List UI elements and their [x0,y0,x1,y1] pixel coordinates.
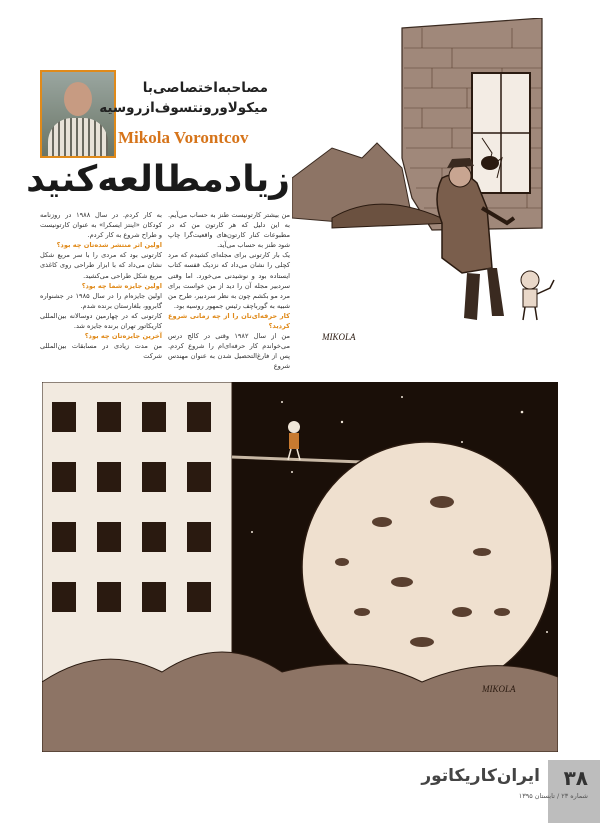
page-title: زیادمطالعه‌کنید [26,159,290,200]
signature-1: MIKOLA [322,332,356,342]
question-heading: کار حرفه‌ای‌تان را از چه زمانی شروع کردید؟ [168,311,290,331]
paragraph: من مدت زیادی در مسابقات بین‌المللی شرکت [40,342,162,361]
intro-heading [99,78,268,118]
question-heading: آخرین جایزه‌تان چه بود؟ [84,332,162,341]
paragraph: اولین جایزه‌ام را در سال ۱۹۸۵ در جشنواره گابروو، بلغارستان برنده شدم. [40,291,163,310]
magazine-logo: ایران‌کاریکاتور [421,766,540,786]
intro-line-2: میکولاورونتسوف‌ازروسیه [99,100,268,116]
paragraph: کارتونی که در چهارمین دوسالانه بین‌المللی کاریکاتور تهران برنده جایزه شد. [40,311,162,331]
author-head [64,82,92,116]
article-column-right [168,210,290,372]
author-name-english: Mikola Vorontcov [118,128,249,147]
signature-2: MIKOLA [482,684,516,694]
cartoon-burglar [292,18,564,374]
article-column-left [40,210,162,361]
page-number: ۳۸ [563,766,588,790]
cartoon-moon-building [42,382,558,752]
moon [302,442,552,692]
paragraph: یک بار کارتونی برای مجله‌ای کشیدم که مرد کچلی را نشان می‌داد که نزدیک قفسه کتاب ایستاده بود و نوشیدنی می‌خورد. اما وقتی سردبیر مجله آن را دید از من خواست برای مرد مو بکشم چون به نظر سردبیر، طرح من شبیه به گورباچف رئیس جمهور روسیه بود. [168,251,290,310]
paragraph: به کار کردم. در سال ۱۹۸۸ در روزنامه کودکان «اینتز ایسکرا» به عنوان کارتونیست و طراح شروع به کار کردم. [40,211,162,240]
paragraph: کارتونی بود که مردی را با سر مربع شکل نشان می‌داد که با ابزار طراحی روی کاغذی مربع شکل طراحی می‌کشید. [40,251,162,280]
footer [421,762,600,823]
question-heading: اولین جایزه شما چه بود؟ [81,281,162,290]
question-heading: اولین اثر منتشر شده‌تان چه بود؟ [56,241,162,250]
intro-line-1: مصاحبه‌اختصاصی‌با [142,80,268,96]
paragraph: من بیشتر کارتونیست طنز به حساب می‌آیم. به این دلیل که هر کارتون من که در مطبوعات کنار کارتون‌های واقعیت‌گرا چاپ شود طنز به حساب می‌آید. [168,211,290,250]
issue-info: شماره ۲۳ / تابستان ۱۳۹۵ [518,792,588,800]
author-shirt [48,118,108,158]
paragraph: من از سال ۱۹۸۲ وقتی در کالج درس می‌خواندم کار حرفه‌ای‌ام را شروع کردم. پس از فارغ‌التحصیل شدن به عنوان مهندس شروع [168,332,290,371]
broken-window [472,73,530,193]
apartment-building [42,382,232,682]
